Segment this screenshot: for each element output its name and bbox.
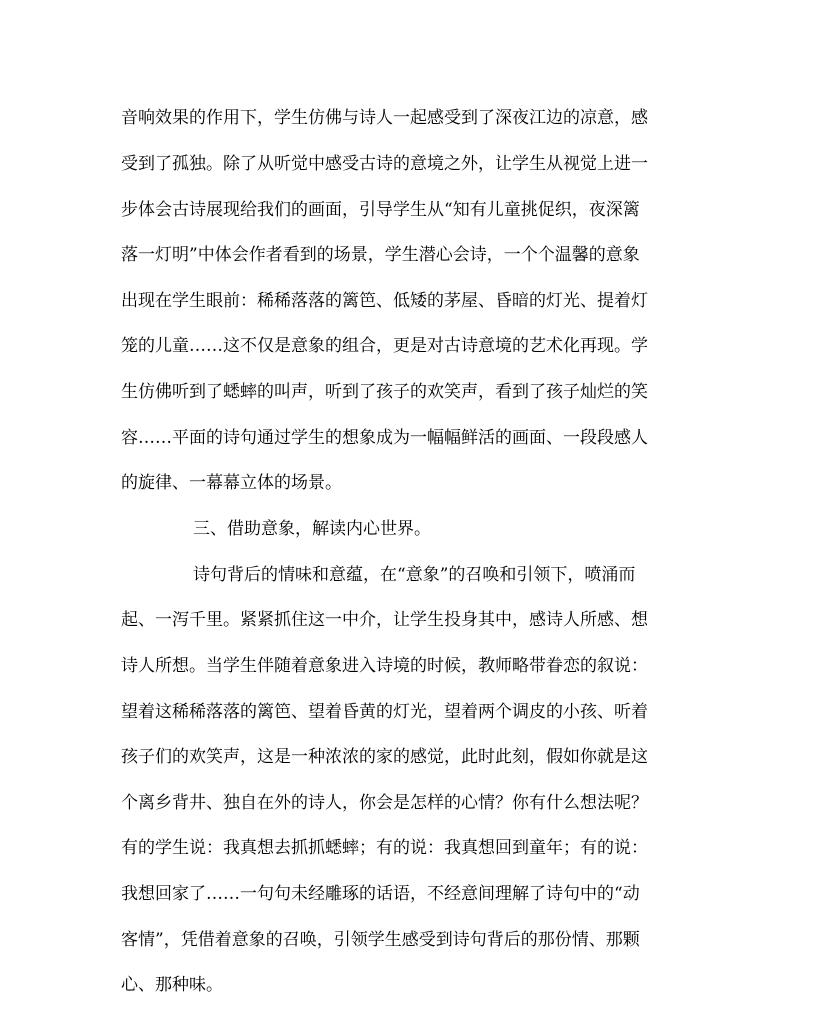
text-line: 望着这稀稀落落的篱笆、望着昏黄的灯光，望着两个调皮的小孩、听着 — [121, 702, 648, 722]
text-line: 落一灯明”中体会作者看到的场景，学生潜心会诗，一个个温馨的意象 — [121, 245, 640, 265]
text-line: 有的学生说：我真想去抓抓蟋蟀；有的说：我真想回到童年；有的说： — [121, 838, 648, 858]
text-line: 步体会古诗展现给我们的画面，引导学生从“知有儿童挑促织，夜深篱 — [121, 200, 640, 220]
text-line: 笼的儿童……这不仅是意象的组合，更是对古诗意境的艺术化再现。学 — [121, 336, 648, 356]
text-line: 客情”，凭借着意象的召唤，引领学生感受到诗句背后的那份情、那颗 — [121, 930, 640, 950]
text-line: 的旋律、一幕幕立体的场景。 — [121, 473, 342, 493]
text-line: 起、一泻千里。紧紧抓住这一中介，让学生投身其中，感诗人所感、想 — [121, 610, 648, 630]
text-line: 出现在学生眼前：稀稀落落的篱笆、低矮的茅屋、昏暗的灯光、提着灯 — [121, 291, 648, 311]
text-line: 个离乡背井、独自在外的诗人，你会是怎样的心情？你有什么想法呢？ — [121, 793, 648, 813]
section-heading: 三、借助意象，解读内心世界。 — [193, 519, 431, 539]
text-line: 诗句背后的情味和意蕴，在“意象”的召唤和引领下，喷涌而 — [193, 565, 636, 585]
text-line: 容……平面的诗句通过学生的想象成为一幅幅鲜活的画面、一段段感人 — [121, 428, 648, 448]
text-line: 生仿佛听到了蟋蟀的叫声，听到了孩子的欢笑声，看到了孩子灿烂的笑 — [121, 382, 648, 402]
text-line: 受到了孤独。除了从听觉中感受古诗的意境之外，让学生从视觉上进一 — [121, 154, 648, 174]
text-line: 孩子们的欢笑声，这是一种浓浓的家的感觉，此时此刻，假如你就是这 — [121, 747, 648, 767]
text-line: 诗人所想。当学生伴随着意象进入诗境的时候，教师略带眷恋的叙说： — [121, 656, 648, 676]
text-line: 心、那种味。 — [121, 975, 223, 995]
text-line: 音响效果的作用下，学生仿佛与诗人一起感受到了深夜江边的凉意，感 — [121, 108, 648, 128]
text-line: 我想回家了……一句句未经雕琢的话语，不经意间理解了诗句中的“动 — [121, 884, 640, 904]
